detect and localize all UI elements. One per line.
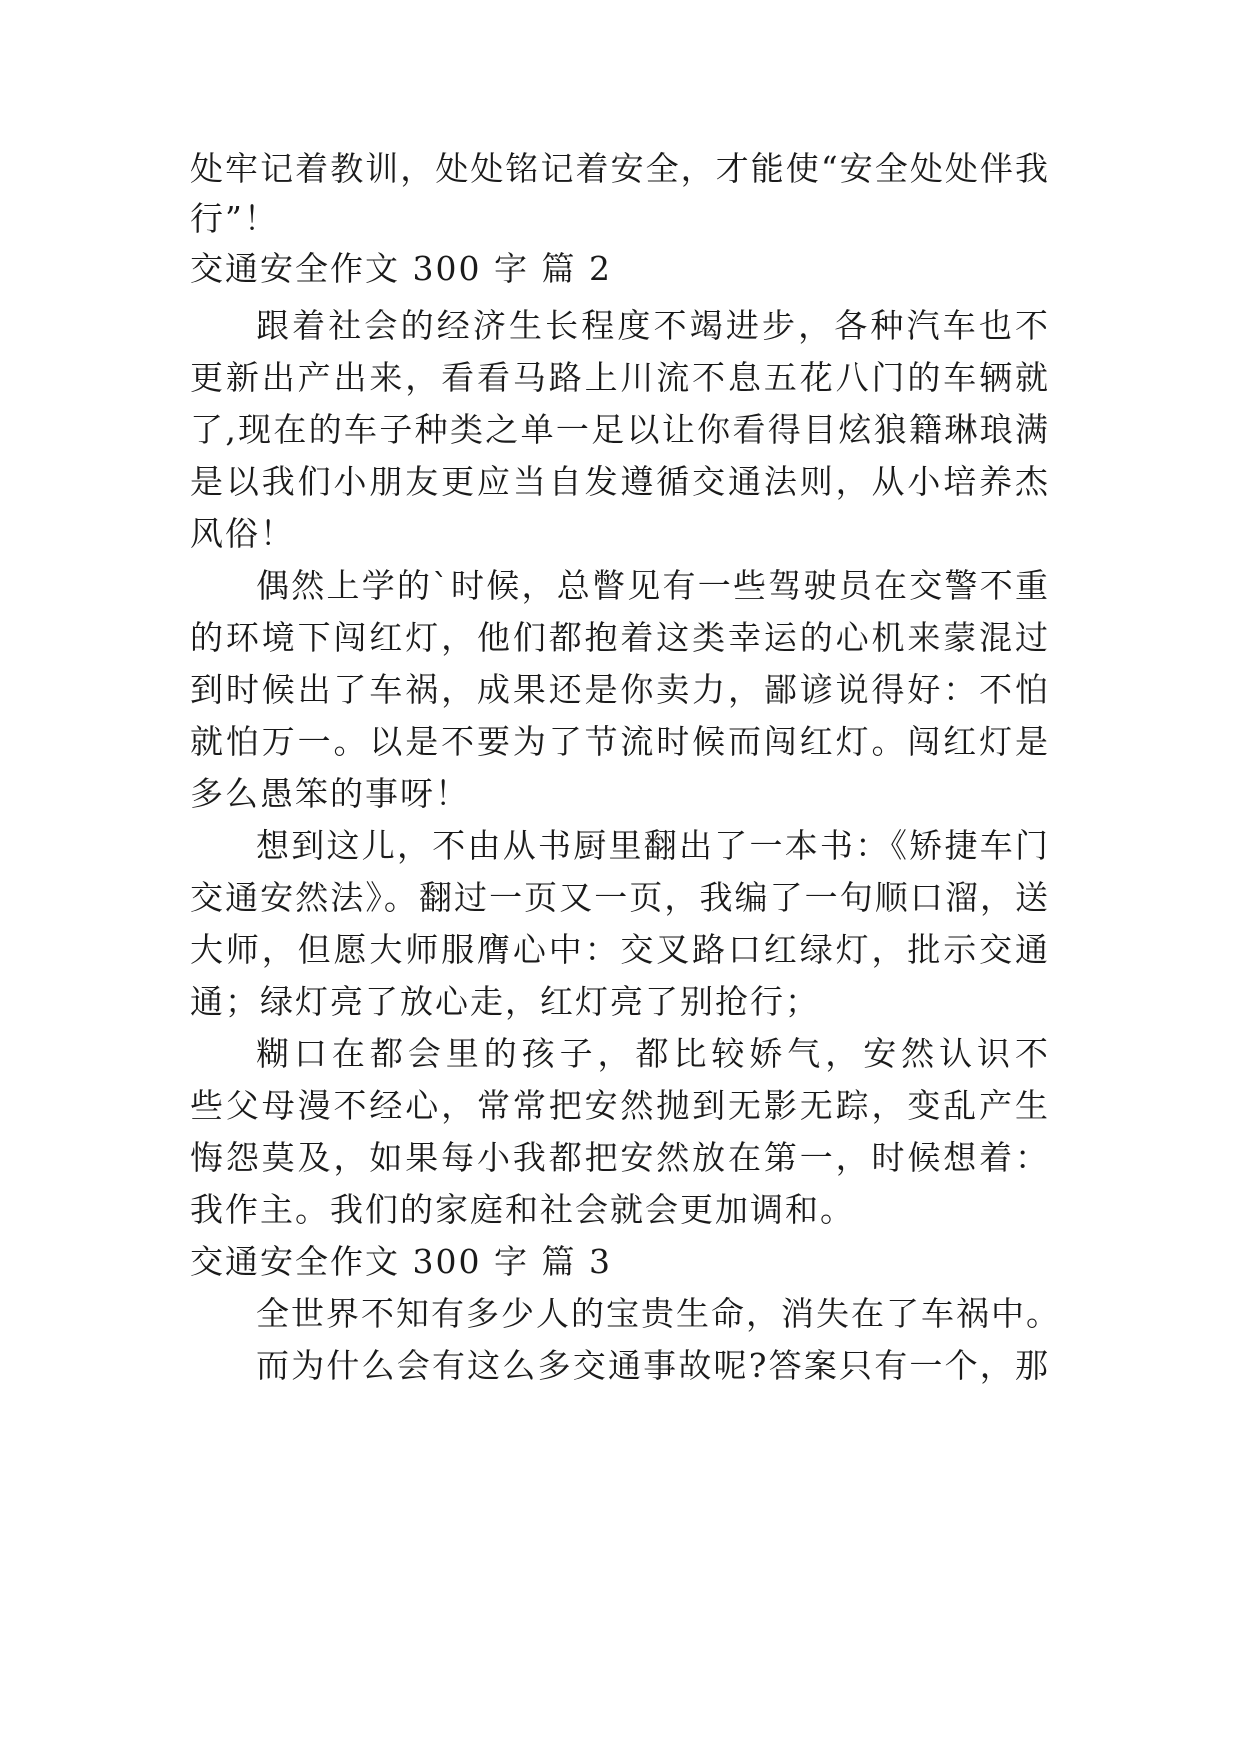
section-heading: 交通安全作文 300 字 篇 2 [190,249,612,288]
paragraph-line: 了,现在的车子种类之单一足以让你看得目炫狼籍琳琅满 [190,410,1050,449]
section-heading: 交通安全作文 300 字 篇 3 [190,1242,612,1281]
paragraph-line: 交通安然法》。翻过一页又一页，我编了一句顺口溜，送 [190,878,1050,917]
paragraph-line: 些父母漫不经心，常常把安然抛到无影无踪，变乱产生 [190,1086,1050,1125]
paragraph-line: 悔怨莫及，如果每小我都把安然放在第一，时候想着： [190,1138,1050,1177]
paragraph-line: 是以我们小朋友更应当自发遵循交通法则，从小培养杰 [190,462,1050,501]
paragraph-line: 想到这儿，不由从书厨里翻出了一本书：《矫捷车门 [256,826,1050,865]
paragraph-line: 到时候出了车祸，成果还是你卖力，鄙谚说得好：不怕 [190,670,1050,709]
paragraph-line: 风俗！ [190,514,295,553]
paragraph-line: 全世界不知有多少人的宝贵生命，消失在了车祸中。 [256,1294,1061,1333]
paragraph-line: 而为什么会有这么多交通事故呢?答案只有一个，那 [256,1346,1050,1385]
paragraph-line: 偶然上学的`时候，总瞥见有一些驾驶员在交警不重 [256,566,1050,605]
paragraph-line: 我作主。我们的家庭和社会就会更加调和。 [190,1190,855,1229]
paragraph-line: 糊口在都会里的孩子，都比较娇气，安然认识不 [256,1034,1050,1073]
paragraph-line: 多么愚笨的事呀！ [190,774,470,813]
paragraph-line: 的环境下闯红灯，他们都抱着这类幸运的心机来蒙混过 [190,618,1050,657]
paragraph-line: 大师，但愿大师服膺心中：交叉路口红绿灯，批示交通 [190,930,1050,969]
paragraph-line: 行”！ [190,199,279,238]
paragraph-line: 通；绿灯亮了放心走，红灯亮了别抢行； [190,982,820,1021]
paragraph-line: 跟着社会的经济生长程度不竭进步，各种汽车也不 [256,306,1050,345]
paragraph-line: 更新出产出来，看看马路上川流不息五花八门的车辆就 [190,358,1050,397]
paragraph-line: 就怕万一。以是不要为了节流时候而闯红灯。闯红灯是 [190,722,1050,761]
paragraph-line: 处牢记着教训，处处铭记着安全，才能使“安全处处伴我 [190,149,1050,188]
